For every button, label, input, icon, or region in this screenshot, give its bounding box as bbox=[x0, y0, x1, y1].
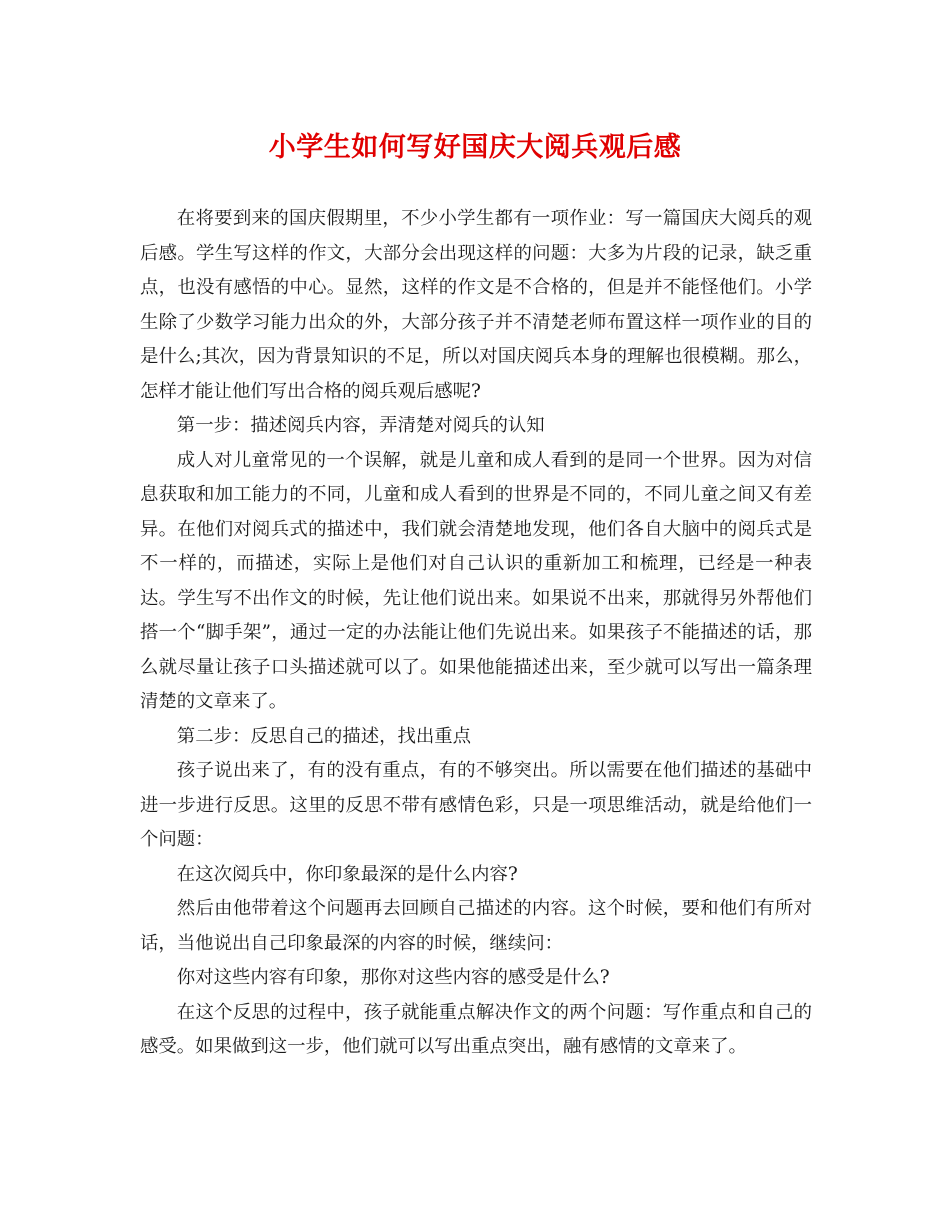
paragraph-question-two: 你对这些内容有印象，那你对这些内容的感受是什么? bbox=[176, 967, 610, 988]
paragraph-follow-up: 然后由他带着这个问题再去回顾自己描述的内容。这个时候，要和他们有所对话，当他说出自己印象最深的内容的时候，继续问： bbox=[140, 898, 812, 954]
document-title: 小学生如何写好国庆大阅兵观后感 bbox=[268, 132, 682, 163]
paragraph-intro: 在将要到来的国庆假期里，不少小学生都有一项作业：写一篇国庆大阅兵的观后感。学生写这样的作文，大部分会出现这样的问题：大多为片段的记录，缺乏重点，也没有感悟的中心。显然，这样的作文是不合格的，但是并不能怪他们。小学生除了少数学习能力出众的外，大部分孩子并不清楚老师布置这样一项作业的目的是什么;其次，因为背景知识的不足，所以对国庆阅兵本身的理解也很模糊。那么，怎样才能让他们写出合格的阅兵观后感呢? bbox=[140, 208, 812, 402]
paragraph-step-one-body: 成人对儿童常见的一个误解，就是儿童和成人看到的是同一个世界。因为对信息获取和加工能力的不同，儿童和成人看到的世界是不同的，不同儿童之间又有差异。在他们对阅兵式的描述中，我们就会清楚地发现，他们各自大脑中的阅兵式是不一样的，而描述，实际上是他们对自己认识的重新加工和梳理，已经是一种表达。学生写不出作文的时候，先让他们说出来。如果说不出来，那就得另外帮他们搭一个“脚手架”，通过一定的办法能让他们先说出来。如果孩子不能描述的话，那么就尽量让孩子口头描述就可以了。如果他能描述出来，至少就可以写出一篇条理清楚的文章来了。 bbox=[140, 449, 812, 712]
paragraph-step-two-body: 孩子说出来了，有的没有重点，有的不够突出。所以需要在他们描述的基础中进一步进行反思。这里的反思不带有感情色彩，只是一项思维活动，就是给他们一个问题： bbox=[140, 760, 812, 850]
document-body bbox=[140, 202, 812, 1065]
paragraph-question-one: 在这次阅兵中，你印象最深的是什么内容? bbox=[176, 863, 518, 885]
paragraph-step-two-heading: 第二步：反思自己的描述，找出重点 bbox=[176, 725, 472, 747]
paragraph-conclusion: 在这个反思的过程中，孩子就能重点解决作文的两个问题：写作重点和自己的感受。如果做到这一步，他们就可以写出重点突出，融有感情的文章来了。 bbox=[140, 1001, 812, 1057]
paragraph-step-one-heading: 第一步：描述阅兵内容，弄清楚对阅兵的认知 bbox=[176, 415, 545, 436]
